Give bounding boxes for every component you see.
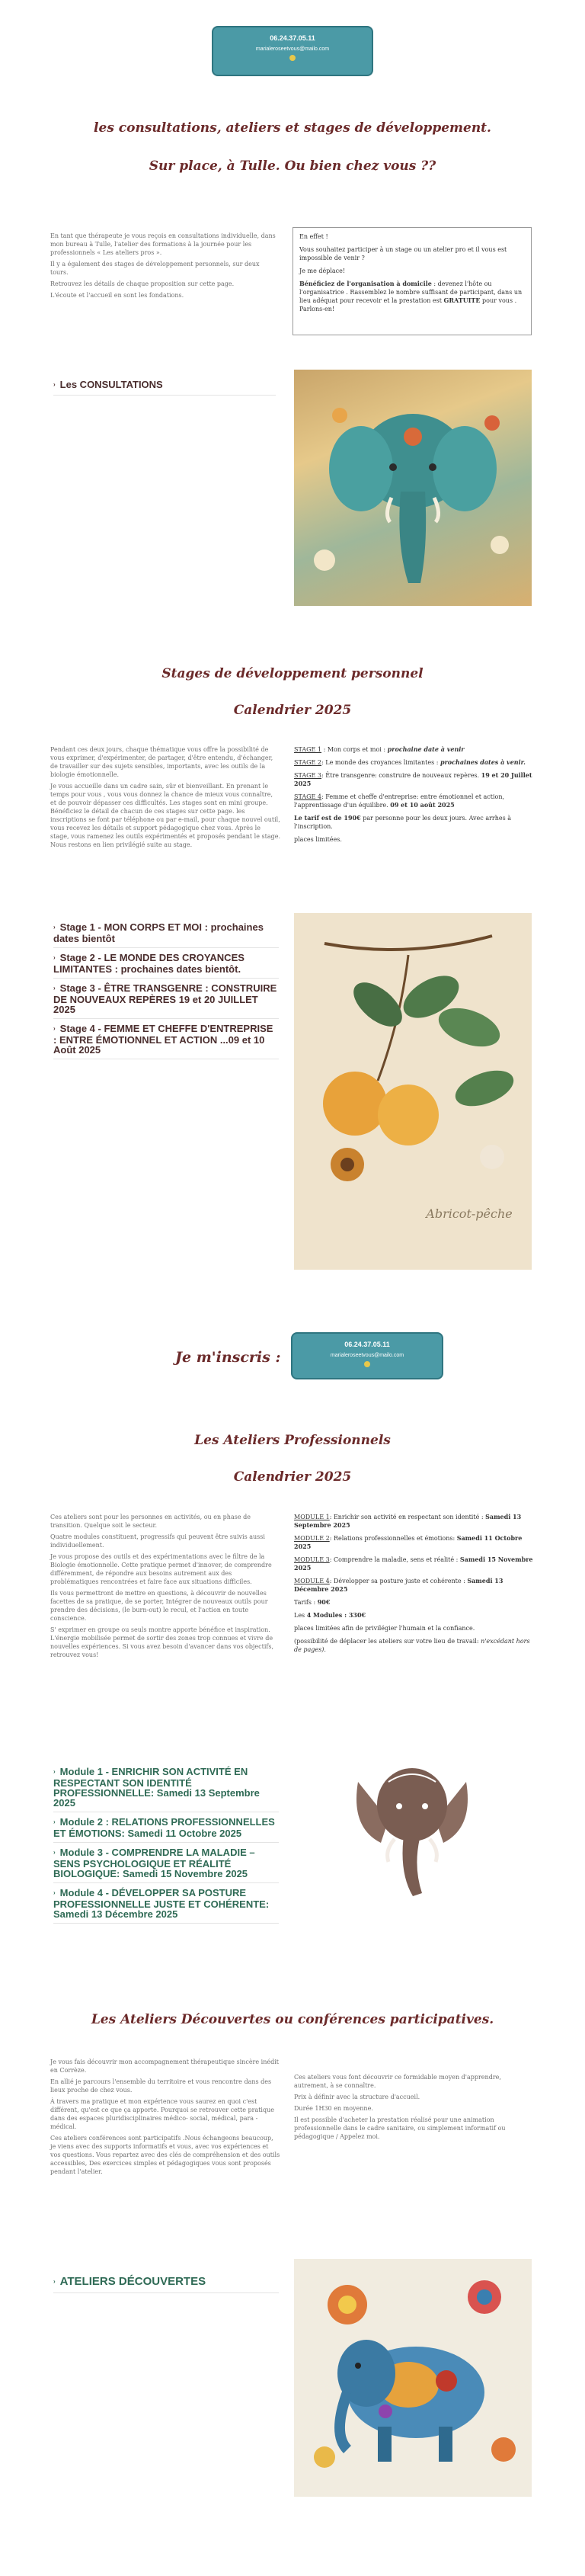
call-icon (289, 55, 296, 61)
stages-paragraph: Pendant ces deux jours, chaque thématique vous offre la possibilité de vous exprimer, d'expérimenter, de partager, d'être entendu, d'échanger, de travailler sur des sujets sensibles, importants, avec les outils de la biologie émotionnelle. (50, 746, 273, 778)
schedule-item: STAGE 2: Le monde des croyances limitantes : prochaines dates à venir. (294, 758, 526, 766)
schedule-item: STAGE 4: Femme et cheffe d'entreprise: entre émotionnel et action, l'apprentissage d'un équilibre. 09 et 10 août 2025 (294, 793, 505, 809)
schedule-item: STAGE 1 : Mon corps et moi : prochaine date à venir (294, 745, 465, 753)
stages-places: places limitées. (294, 836, 342, 843)
decouvertes-paragraph: Je vous fais découvrir mon accompagnement thérapeutique sincère inédit en Corrèze. (50, 2059, 279, 2074)
accordion-label: ATELIERS DÉCOUVERTES (59, 2275, 206, 2288)
decouvertes-text (50, 2058, 280, 2179)
pros-accordion (53, 1762, 279, 1924)
chevron-right-icon: › (53, 2278, 56, 2285)
signup-label: Je m'inscris : (175, 1349, 281, 1366)
stages-paragraph: Je vous accueille dans un cadre sain, sûr et bienveillant. En prenant le temps pour vous , vous vous donnez la chance de mieux vous connaître, et de pouvoir dépasser ces difficultés. Les stages sont en mini groupe. Bénéficiez le détail de chacun de ces stages sur cette page. les inscriptions se font par téléphone ou par e-mail, pour chaque nouvel outil, vous recevez les détails et support pédagogique chez vous. Après le stage, vous ramenez les outils expérimentés et proposés pendant le stage. Nous restons en lien privilégié suite au stage. (50, 783, 280, 848)
pros-note: (possibilité de déplacer les ateliers sur votre lieu de travail: n'excédant hors de pages). (294, 1638, 530, 1653)
home-service-box (292, 227, 532, 335)
decouvertes-title: Les Ateliers Découvertes ou conférences participatives. (91, 2012, 494, 2027)
decouvertes-info (294, 2073, 523, 2144)
module-item: MODULE 3: Comprendre la maladie, sens et réalité : Samedi 15 Novembre 2025 (294, 1556, 533, 1572)
folk-elephant-icon (294, 2259, 532, 2497)
chevron-right-icon: › (53, 985, 56, 992)
chevron-right-icon: › (53, 924, 56, 931)
elephant-icon (294, 370, 532, 606)
accordion-label: Stage 4 - FEMME ET CHEFFE D'ENTREPRISE : ENTRE ÉMOTIONNEL ET ACTION ...09 et 10 Août 2025 (53, 1023, 273, 1056)
chevron-right-icon: › (53, 381, 56, 388)
decouvertes-info-line: Il est possible d'acheter la prestation réalisé pour une animation professionnelle dans le cadre sanitaire, ou simplement informatif ou pédagogique / Appelez moi. (294, 2116, 506, 2140)
accordion-stage-2[interactable] (53, 948, 279, 979)
pros-bundle: Les 4 Modules : 330€ (294, 1611, 366, 1619)
accordion-label: Les CONSULTATIONS (59, 379, 163, 390)
accordion-module-4[interactable] (53, 1883, 279, 1924)
module-item: MODULE 1: Enrichir son activité en respectant son identité : Samedi 13 Septembre 2025 (294, 1513, 522, 1529)
decouvertes-info-line: Durée 1H30 en moyenne. (294, 2105, 373, 2112)
decouvertes-paragraph: En allié je parcours l'ensemble du territoire et vous rencontre dans des lieux proche de chez vous. (50, 2078, 272, 2094)
apricot-caption: Abricot-pêche (426, 1206, 513, 1221)
chevron-right-icon: › (53, 1768, 56, 1775)
accordion-stage-4[interactable] (53, 1019, 279, 1059)
intro-paragraph: Retrouvez les détails de chaque proposition sur cette page. (50, 280, 235, 287)
apricot-branch-icon (294, 913, 532, 1270)
decouvertes-info-line: Ces ateliers vous font découvrir ce formidable moyen d'apprendre, autrement, à se connaître. (294, 2074, 501, 2089)
elephant-painting-image (294, 370, 532, 606)
intro-paragraph: En tant que thérapeute je vous reçois en consultations individuelle, dans mon bureau à Tulle, l'atelier des formations à la journée pour les professionnels « Les ateliers pros ». (50, 232, 276, 256)
stages-accordion (53, 918, 279, 1059)
pros-paragraph: Ces ateliers sont pour les personnes en activités, ou en phase de transition. Quelque soit le secteur. (50, 1514, 251, 1529)
pros-places: places limitées afin de privilégier l'humain et la confiance. (294, 1625, 475, 1632)
accordion-ateliers-decouvertes[interactable] (53, 2271, 279, 2293)
decouvertes-info-line: Prix à définir avec la structure d'accueil. (294, 2094, 420, 2100)
elephant-line-drawing-image (343, 1751, 481, 1901)
intro-paragraph: Il y a également des stages de développement personnels, sur deux tours. (50, 261, 260, 276)
pros-paragraph: Quatre modules constituent, progressifs qui peuvent être suivis aussi individuellement. (50, 1533, 265, 1549)
folk-elephant-image (294, 2259, 532, 2497)
accordion-label: Stage 1 - MON CORPS ET MOI : prochaines dates bientôt (53, 921, 264, 944)
accordion-consultations[interactable] (53, 375, 276, 396)
stages-subtitle: Calendrier 2025 (233, 703, 352, 718)
apricot-illustration-image (294, 913, 532, 1270)
accordion-label: Stage 3 - ÊTRE TRANSGENRE : CONSTRUIRE DE NOUVEAUX REPÈRES 19 et 20 JUILLET 2025 (53, 982, 277, 1015)
contact-button-top[interactable] (212, 26, 373, 76)
decouvertes-paragraph: À travers ma pratique et mon expérience vous saurez en quoi c'est différent, qu'est ce que ça apporte. Pourquoi se retrouver cette pratique dans des espaces pluridisciplinaires médico- social, médical, para - médical. (50, 2098, 274, 2130)
stages-title: Stages de développement personnel (161, 666, 424, 681)
pros-paragraph: Je vous propose des outils et des expérimentations avec le filtre de la Biologie émotionnelle. Cette pratique permet d'innover, de comprendre différemment, de répondre aux besoins autrement aux des problématiques rencontrées et faire face aux situations difficiles. (50, 1553, 272, 1585)
intro-text (50, 232, 279, 303)
intro-paragraph: L'écoute et l'accueil en sont les fondations. (50, 292, 184, 299)
accordion-label: Module 2 : RELATIONS PROFESSIONNELLES ET ÉMOTIONS: Samedi 11 Octobre 2025 (53, 1816, 275, 1839)
accordion-label: Module 3 - COMPRENDRE LA MALADIE – SENS PSYCHOLOGIQUE ET RÉALITÉ BIOLOGIQUE: Samedi 15 Novembre 2025 (53, 1847, 255, 1879)
contact-phone: 06.24.37.05.11 (344, 1341, 390, 1348)
contact-phone: 06.24.37.05.11 (270, 34, 315, 42)
hero-subtitle: Sur place, à Tulle. Ou bien chez vous ?? (149, 159, 436, 174)
module-item: MODULE 4: Développer sa posture juste et cohérente : Samedi 13 Décembre 2025 (294, 1577, 503, 1593)
box-offer: Bénéficiez de l'organisation à domicile : devenez l'hôte ou l'organisatrice . Rassemblez le nombre suffisant de participant, dans un lieu adéquat pour recevoir et la prestation est GRATUITE pour vous . Parlons-en! (299, 280, 523, 312)
accordion-label: Module 1 - ENRICHIR SON ACTIVITÉ EN RESPECTANT SON IDENTITÉ PROFESSIONNELLE: Samedi 13 Septembre 2025 (53, 1766, 260, 1809)
call-icon (364, 1361, 370, 1367)
contact-button-signup[interactable] (291, 1332, 443, 1379)
chevron-right-icon: › (53, 1025, 56, 1032)
accordion-label: Module 4 - DÉVELOPPER SA POSTURE PROFESSIONNELLE JUSTE ET COHÉRENTE: Samedi 13 Décembre 2025 (53, 1887, 270, 1920)
pros-tarif: Tarifs : 90€ (294, 1598, 331, 1606)
pros-title: Les Ateliers Professionnels (194, 1433, 391, 1448)
pros-paragraph: Ils vous permettront de mettre en questions, à découvrir de nouvelles facettes de sa pratique, de se porter, Intégrer de nouveaux outils pour prendre des décisions, (le burn-out) le recul, et l'action en toute conscience. (50, 1590, 268, 1622)
elephant-head-icon (343, 1751, 481, 1901)
pros-modules (294, 1513, 533, 1658)
pros-text (50, 1513, 280, 1662)
accordion-module-3[interactable] (53, 1843, 279, 1883)
accordion-label: Stage 2 - LE MONDE DES CROYANCES LIMITANTES : prochaines dates bientôt. (53, 952, 245, 975)
box-line: Vous souhaitez participer à un stage ou un atelier pro et il vous est impossible de venir ? (299, 246, 507, 261)
schedule-item: STAGE 3: Être transgenre: construire de nouveaux repères. 19 et 20 Juillet 2025 (294, 771, 532, 787)
chevron-right-icon: › (53, 1818, 56, 1825)
contact-email: marialeroseetvous@mailo.com (255, 46, 330, 52)
contact-email: marialeroseetvous@mailo.com (330, 1353, 404, 1358)
chevron-right-icon: › (53, 1889, 56, 1896)
chevron-right-icon: › (53, 1849, 56, 1856)
pros-subtitle: Calendrier 2025 (233, 1469, 352, 1485)
decouvertes-paragraph: Ces ateliers conférences sont participatifs .Nous échangeons beaucoup, je viens avec des supports informatifs et vous, avec vos expériences et vos questions. Vous repartez avec des clés de compréhension et des outils accessibles, Des exercices simples et pédagogiques vous sont proposés pendant l'atelier. (50, 2135, 280, 2175)
accordion-module-2[interactable] (53, 1812, 279, 1843)
module-item: MODULE 2: Relations professionnelles et émotions: Samedi 11 Octobre 2025 (294, 1534, 523, 1550)
pros-paragraph: S' exprimer en groupe ou seuls montre apporte bénéfice et inspiration. L'énergie mobilisée permet de sortir des zones trop connues et vivre de nouvelles expériences. Si vous avez besoin d'avancer dans vos objectifs, retrouvez vous! (50, 1626, 273, 1658)
stages-price: Le tarif est de 190€ par personne pour les deux jours. Avec arrhes à l'inscription. (294, 814, 512, 830)
stages-text (50, 745, 280, 852)
box-line: Je me déplace! (299, 268, 346, 274)
accordion-stage-3[interactable] (53, 979, 279, 1019)
accordion-module-1[interactable] (53, 1762, 279, 1812)
box-line: En effet ! (299, 233, 328, 240)
chevron-right-icon: › (53, 954, 56, 961)
accordion-stage-1[interactable] (53, 918, 279, 948)
stages-schedule (294, 745, 533, 848)
hero-title: les consultations, ateliers et stages de développement. (94, 120, 491, 136)
